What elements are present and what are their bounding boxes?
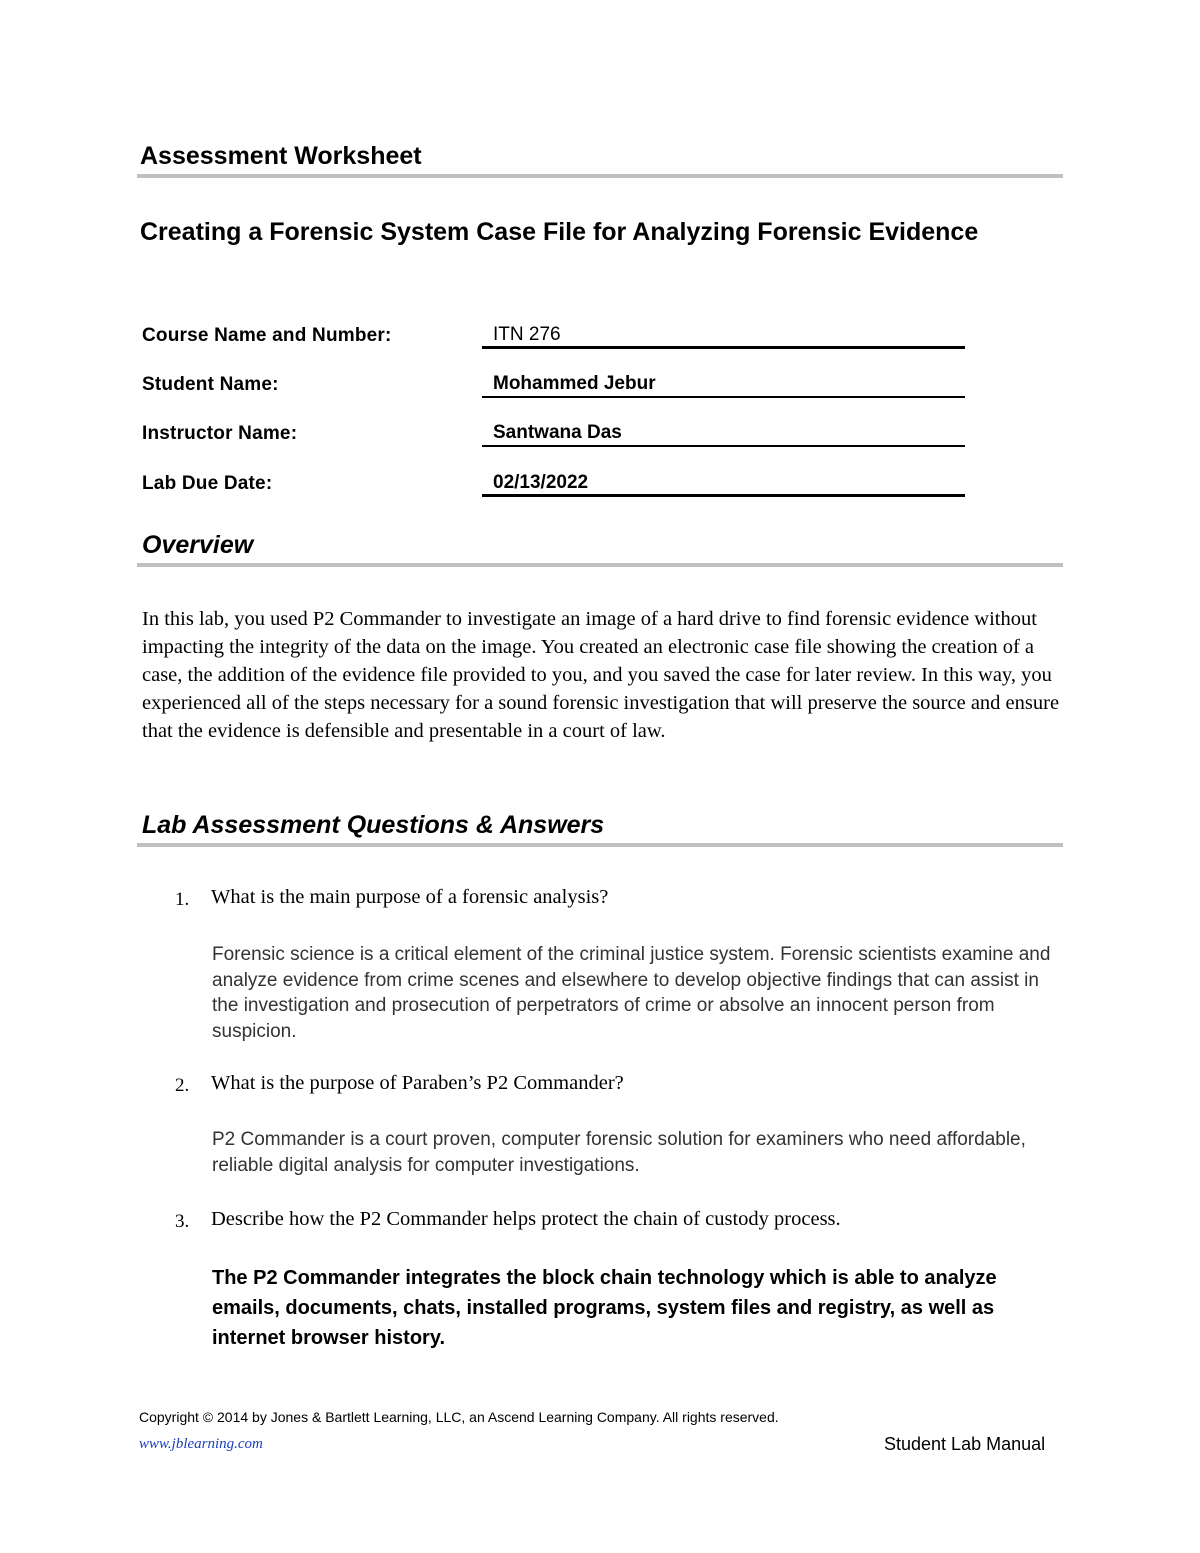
answer-text: Forensic science is a critical element of the criminal justice system. Forensic scientists examine and analyze evidence from crime scenes and elsewhere to develop objective findings that can assist in the investigation and prosecution of perpetrators of crime or absolve an innocent person from suspicion.	[212, 944, 1051, 1042]
website-link[interactable]: www.jblearning.com	[139, 1436, 263, 1452]
overview-divider	[137, 563, 1063, 567]
question-number: 3.	[175, 1211, 190, 1232]
due-date-field[interactable]: 02/13/2022	[482, 471, 965, 497]
questions-divider	[137, 843, 1063, 847]
overview-text: In this lab, you used P2 Commander to investigate an image of a hard drive to find forensic evidence without impacting the integrity of the data on the image. You created an electronic case file showing the creation of a case, the addition of the evidence file provided to you, and you saved the case for later review. In this way, you experienced all of the steps necessary for a sound forensic investigation that will preserve the source and ensure that the evidence is defensible and presentable in a court of law.	[142, 608, 1060, 742]
manual-label: Student Lab Manual	[884, 1434, 1046, 1454]
answer-text: P2 Commander is a court proven, computer forensic solution for examiners who need affordable, reliable digital analysis for computer investigations.	[212, 1129, 1026, 1176]
question-text: What is the purpose of Paraben’s P2 Commander?	[211, 1072, 624, 1094]
question-text: What is the main purpose of a forensic analysis?	[211, 886, 609, 908]
course-label: Course Name and Number:	[142, 325, 392, 346]
student-name-label: Student Name:	[142, 374, 279, 395]
overview-heading: Overview	[142, 531, 254, 559]
student-name-field[interactable]: Mohammed Jebur	[482, 372, 965, 398]
question-number: 2.	[175, 1075, 190, 1096]
page-title: Assessment Worksheet	[140, 142, 422, 170]
question-number: 1.	[175, 889, 190, 910]
instructor-name-label: Instructor Name:	[142, 423, 298, 444]
worksheet-subtitle: Creating a Forensic System Case File for Analyzing Forensic Evidence	[140, 218, 979, 246]
due-date-label: Lab Due Date:	[142, 473, 273, 494]
question-text: Describe how the P2 Commander helps protect the chain of custody process.	[211, 1208, 841, 1230]
copyright-notice: Copyright © 2014 by Jones & Bartlett Learning, LLC, an Ascend Learning Company. All rights reserved.	[139, 1409, 779, 1425]
questions-heading: Lab Assessment Questions & Answers	[142, 811, 605, 839]
instructor-name-field[interactable]: Santwana Das	[482, 421, 965, 447]
course-field[interactable]: ITN 276	[482, 323, 965, 349]
answer-text: The P2 Commander integrates the block chain technology which is able to analyze emails, documents, chats, installed programs, system files and registry, as well as internet browser history.	[212, 1267, 997, 1349]
title-divider	[137, 174, 1063, 178]
